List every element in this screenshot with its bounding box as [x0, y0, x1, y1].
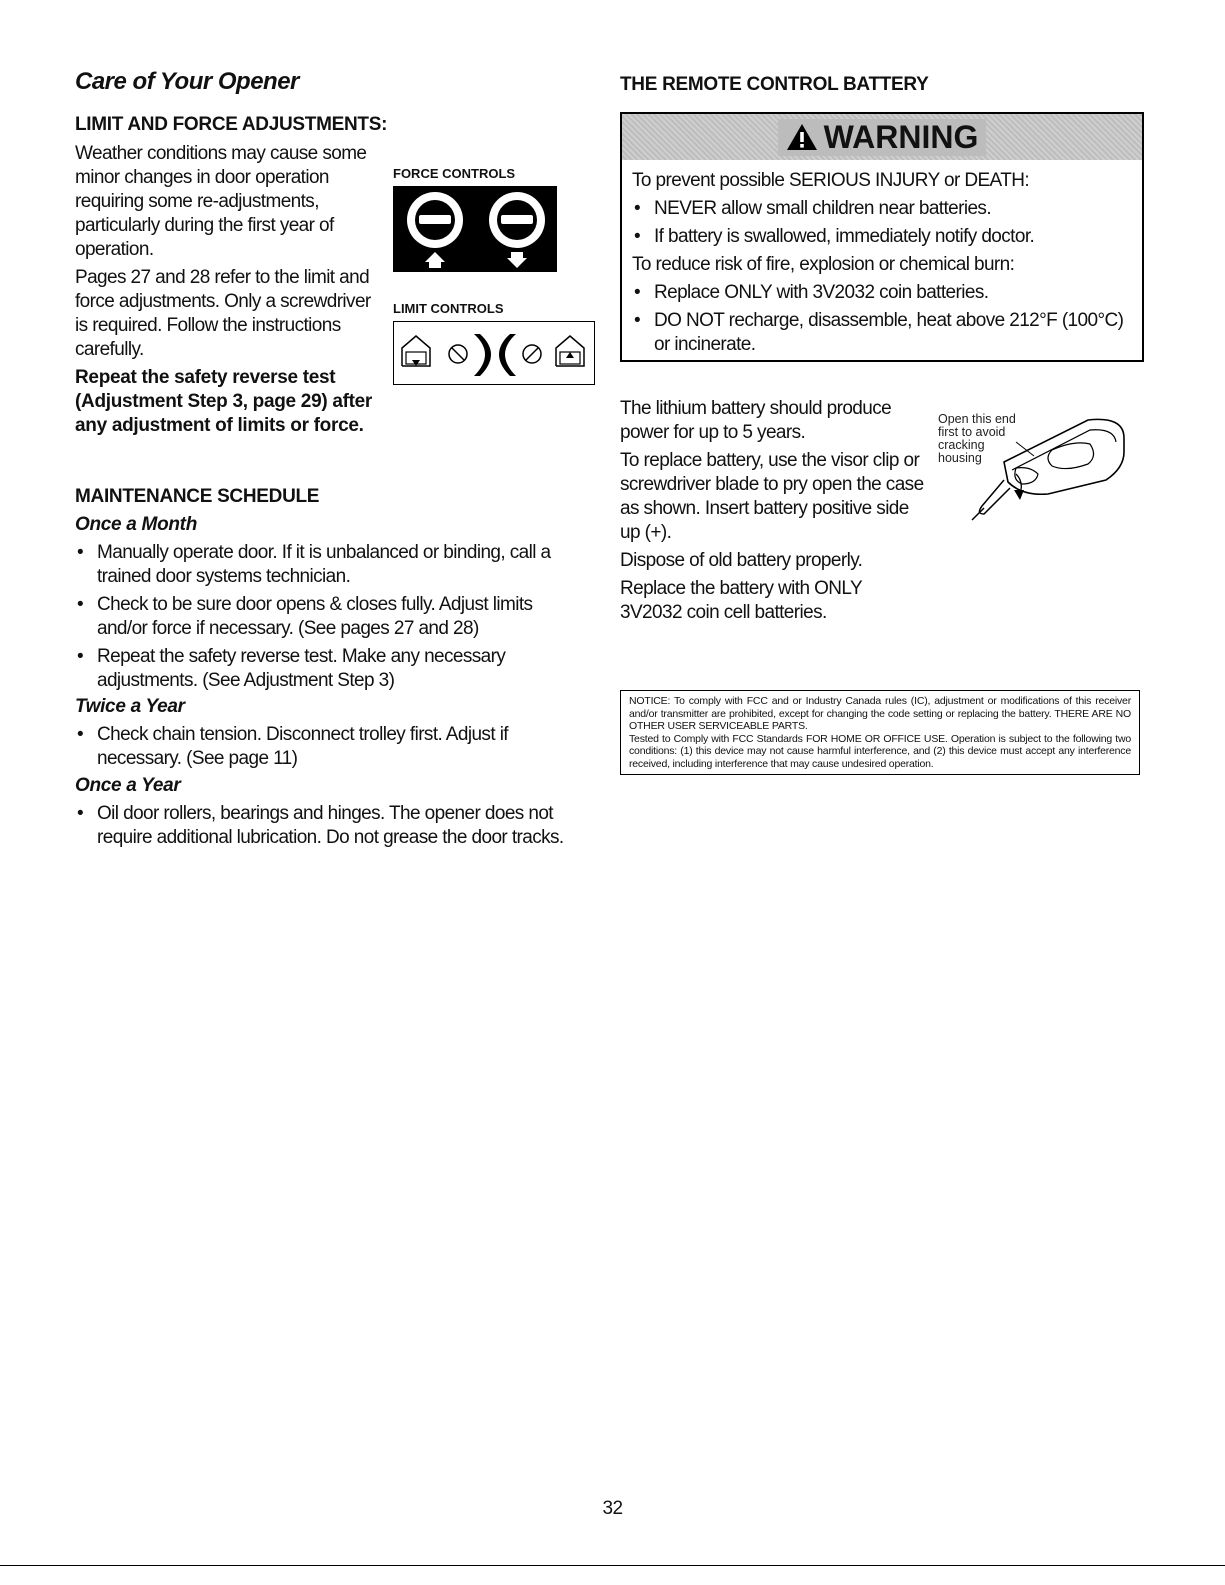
pages-paragraph: Pages 27 and 28 refer to the limit and force adjustments. Only a screwdriver is required. Follow the instructions carefully.: [75, 267, 371, 360]
list-item: • Replace ONLY with 3V2032 coin batteries.: [632, 281, 1132, 305]
list-item: • If battery is swallowed, immediately notify doctor.: [632, 225, 1132, 249]
page-title: Care of Your Opener: [75, 68, 299, 95]
force-dials-illustration: [393, 186, 557, 272]
list-item: • NEVER allow small children near batteries.: [632, 197, 1132, 221]
safety-reverse-note: Repeat the safety reverse test (Adjustment Step 3, page 29) after any adjustment of limits or force.: [75, 367, 373, 436]
warning-intro-2: To reduce risk of fire, explosion or chemical burn:: [632, 254, 1015, 275]
limit-force-heading: LIMIT AND FORCE ADJUSTMENTS:: [75, 114, 388, 135]
limit-controls-label: LIMIT CONTROLS: [393, 301, 504, 316]
limit-controls-figure: [393, 321, 595, 385]
twice-year-heading: Twice a Year: [75, 696, 185, 717]
list-item: • Oil door rollers, bearings and hinges. The opener does not require additional lubrication. Do not grease the door tracks.: [75, 802, 575, 850]
list-item: • Repeat the safety reverse test. Make any necessary adjustments. (See Adjustment Step 3): [75, 645, 575, 693]
list-item: • Check chain tension. Disconnect trolley first. Adjust if necessary. (See page 11): [75, 723, 575, 771]
list-item: • Check to be sure door opens & closes fully. Adjust limits and/or force if necessary. (See pages 27 and 28): [75, 593, 575, 641]
remote-battery-heading: THE REMOTE CONTROL BATTERY: [620, 74, 929, 95]
force-controls-figure: [393, 186, 557, 272]
bottom-rule: [0, 1565, 1225, 1566]
battery-text: [620, 397, 925, 629]
list-item: • DO NOT recharge, disassemble, heat above 212°F (100°C) or incinerate.: [632, 309, 1132, 357]
warning-intro: To prevent possible SERIOUS INJURY or DEATH:: [632, 170, 1030, 191]
battery-replace-paragraph: To replace battery, use the visor clip or screwdriver blade to pry open the case as shown. Insert battery positive side up (+).: [620, 450, 924, 543]
weather-paragraph: Weather conditions may cause some minor changes in door operation requiring some re-adjustments, particularly during the first year of operation.: [75, 143, 367, 260]
warning-triangle-icon: [786, 123, 818, 151]
once-month-list: [75, 541, 575, 697]
maintenance-heading: MAINTENANCE SCHEDULE: [75, 486, 320, 507]
remote-figure: [938, 410, 1138, 530]
limit-force-text: [75, 142, 375, 442]
notice-paragraph: NOTICE: To comply with FCC and or Industry Canada rules (IC), adjustment or modifications of this receiver and/or transmitter are prohibited, except for changing the code setting or replacing the battery. THERE ARE NO OTHER USER SERVICEABLE PARTS.: [629, 695, 1131, 732]
force-controls-label: FORCE CONTROLS: [393, 166, 516, 181]
battery-type-paragraph: Replace the battery with ONLY 3V2032 coin cell batteries.: [620, 578, 862, 623]
twice-year-list: [75, 723, 575, 775]
warning-box: [620, 112, 1144, 362]
page-number: 32: [602, 1498, 623, 1519]
warning-content: [622, 160, 1142, 357]
battery-life-paragraph: The lithium battery should produce power for up to 5 years.: [620, 398, 892, 443]
once-year-heading: Once a Year: [75, 775, 181, 796]
limit-dials-illustration: [394, 322, 594, 384]
once-month-heading: Once a Month: [75, 514, 198, 535]
list-item: • Manually operate door. If it is unbalanced or binding, call a trained door systems technician.: [75, 541, 575, 589]
fcc-notice: [620, 690, 1140, 775]
once-year-list: [75, 802, 575, 854]
remote-opening-illustration: [938, 410, 1138, 530]
remote-figure-caption: Open this end first to avoid cracking housing: [938, 412, 1016, 465]
warning-title: WARNING: [823, 118, 979, 155]
battery-dispose-paragraph: Dispose of old battery properly.: [620, 550, 863, 571]
notice-paragraph-2: Tested to Comply with FCC Standards FOR HOME OR OFFICE USE. Operation is subject to the following two conditions: (1) this device may not cause harmful interference, and (2) this device must accept any interference received, including interference that may cause undesired operation.: [629, 732, 1131, 770]
warning-header: [622, 114, 1142, 160]
